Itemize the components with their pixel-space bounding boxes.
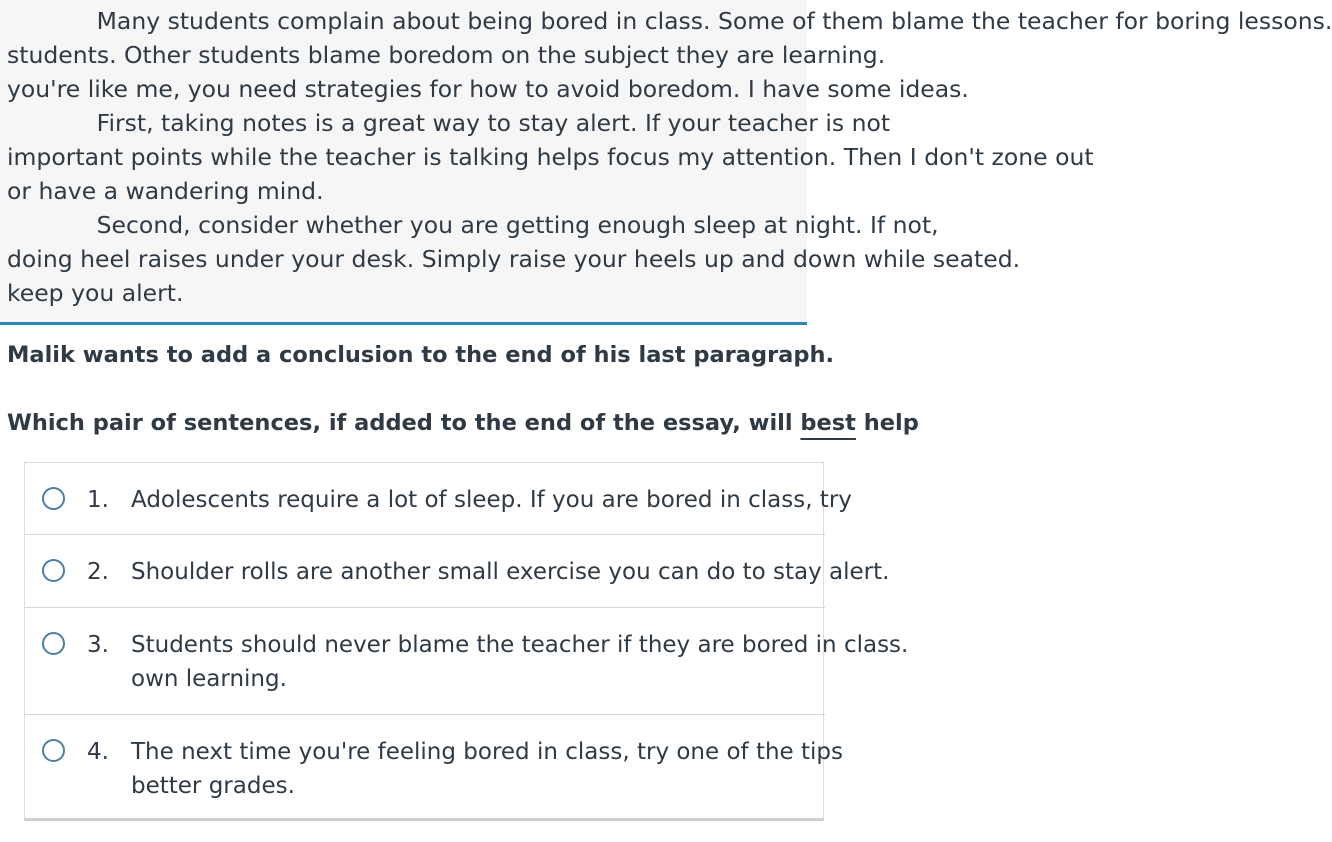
radio-button-icon[interactable] xyxy=(42,739,65,762)
question-emphasis: best xyxy=(800,410,856,436)
reading-passage xyxy=(0,0,1332,325)
question-stem xyxy=(7,408,1207,438)
passage-paragraph-1: Many students complain about being bored in class. Some of them blame the teacher for boring lessons. students. Other students blame boredom on the subject they are learning. you're like me, you need strategies for how to avoid boredom. I have some ideas. xyxy=(7,7,1332,103)
option-number: 3. xyxy=(87,632,109,658)
radio-button-icon[interactable] xyxy=(42,632,65,655)
question-stem-end: help xyxy=(855,410,919,436)
option-text: Students should never blame the teacher if they are bored in class. own learning. xyxy=(131,632,909,692)
answer-option-3[interactable] xyxy=(25,608,909,715)
passage-paragraph-3: Second, consider whether you are getting enough sleep at night. If not, doing heel raises under your desk. Simply raise your heels up and down while seated. keep you alert. xyxy=(7,211,1021,307)
option-number: 2. xyxy=(87,559,109,585)
option-number: 4. xyxy=(87,739,109,765)
radio-button-icon[interactable] xyxy=(42,559,65,582)
option-text: Shoulder rolls are another small exercise you can do to stay alert. xyxy=(131,559,890,585)
question-stem-start: Which pair of sentences, if added to the end of the essay, will xyxy=(7,410,801,436)
answer-option-4[interactable] xyxy=(25,715,844,819)
option-text: Adolescents require a lot of sleep. If you are bored in class, try xyxy=(131,487,852,513)
question-prompt: Malik wants to add a conclusion to the end of his last paragraph. xyxy=(7,342,835,368)
option-text: The next time you're feeling bored in class, try one of the tips better grades. xyxy=(131,739,844,799)
passage-paragraph-2: First, taking notes is a great way to stay alert. If your teacher is not important points while the teacher is talking helps focus my attention. Then I don't zone out or have a wandering mind. xyxy=(7,109,1094,205)
answer-option-2[interactable] xyxy=(25,535,890,608)
answer-option-1[interactable] xyxy=(25,463,852,535)
option-number: 1. xyxy=(87,487,109,513)
answer-choices xyxy=(24,462,909,821)
radio-button-icon[interactable] xyxy=(42,487,65,510)
